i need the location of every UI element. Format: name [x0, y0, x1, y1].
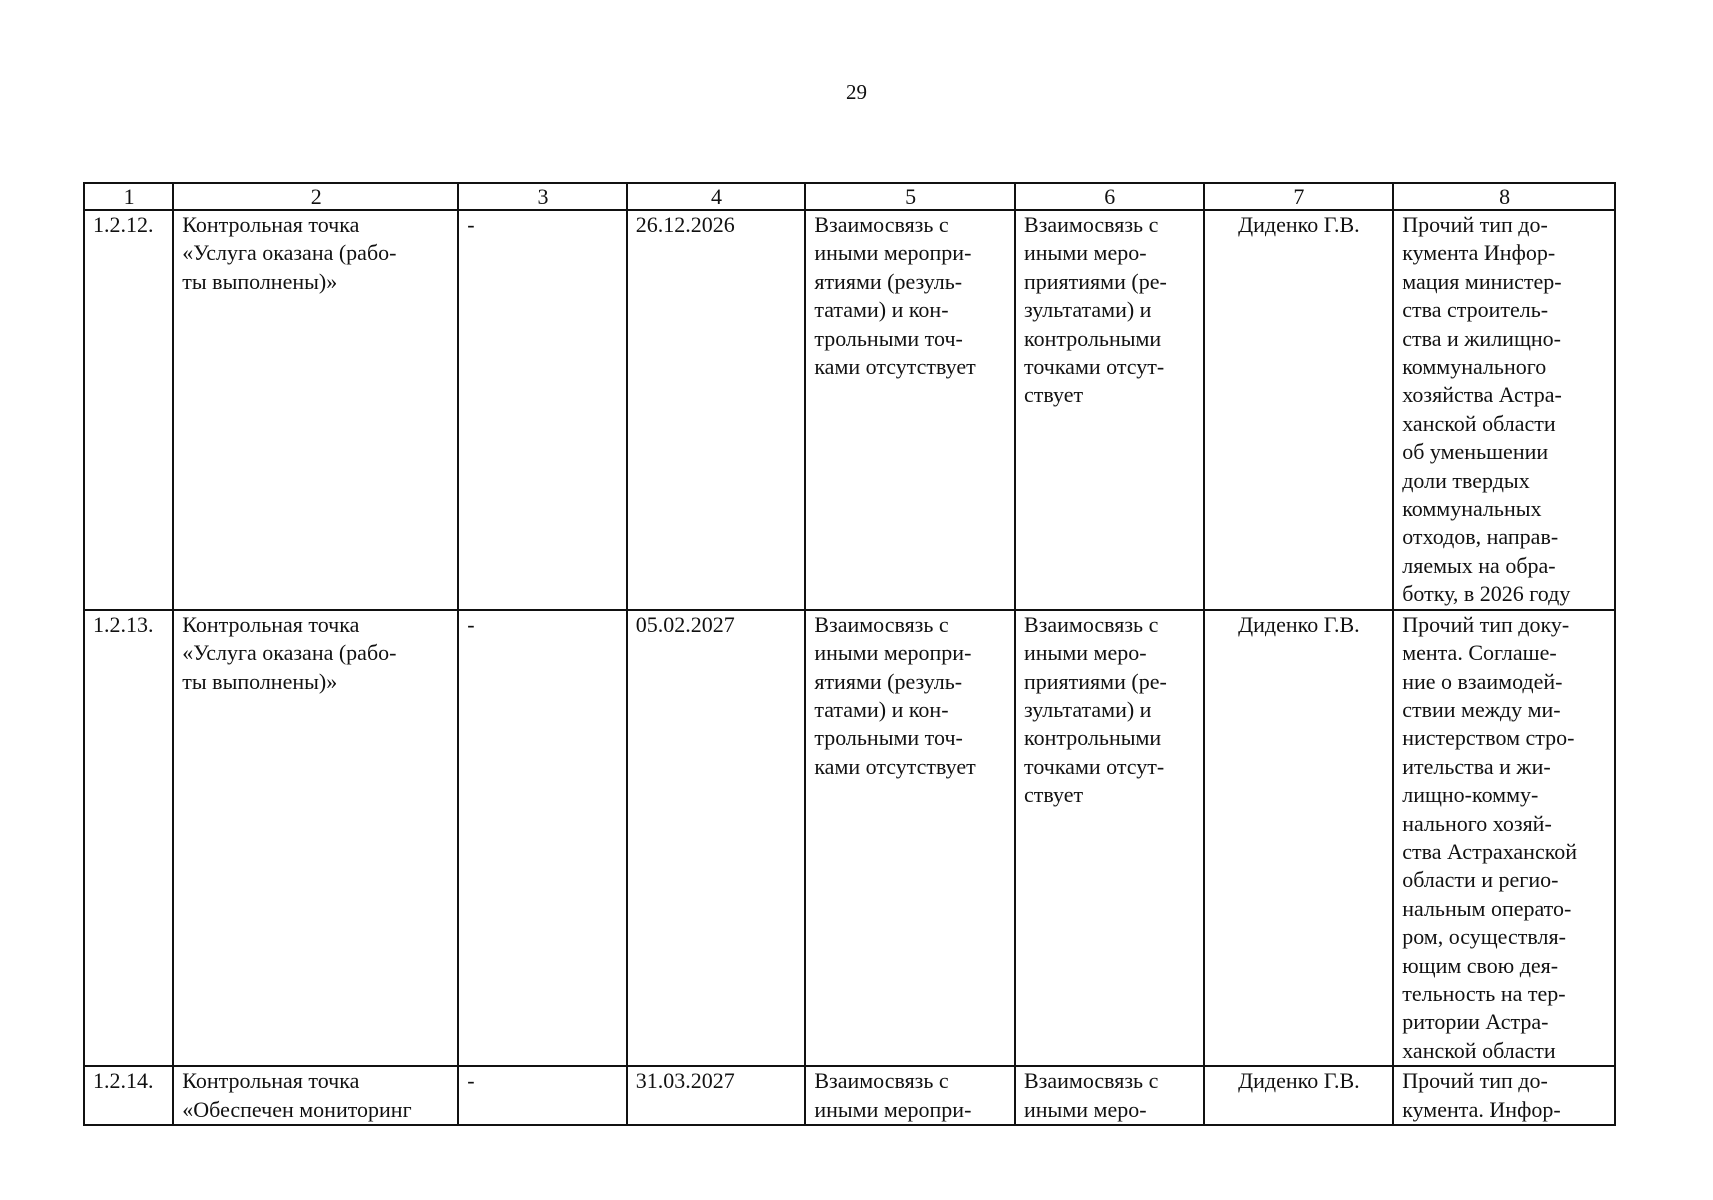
row-date-text: 05.02.2027 — [635, 611, 735, 637]
row-date-text: 31.03.2027 — [635, 1068, 735, 1094]
header-col-2: 2 — [173, 183, 458, 210]
header-col-3: 3 — [458, 183, 627, 210]
row-col3-text: - — [467, 212, 475, 237]
row-col3 — [458, 610, 627, 1067]
plan-table — [83, 182, 1616, 1126]
row-responsible — [1204, 1066, 1394, 1125]
row-number-text: 1.2.14. — [93, 1068, 154, 1094]
table-body — [84, 210, 1615, 1125]
row-document-text: Прочий тип до- кумента. Инфор- — [1402, 1068, 1561, 1122]
row-date — [627, 210, 806, 610]
header-row — [84, 183, 1615, 210]
row-responsible — [1204, 210, 1394, 610]
row-name-text: Контрольная точка «Услуга оказана (рабо- ты выполнены)» — [182, 611, 397, 694]
header-col-4: 4 — [627, 183, 806, 210]
row-number-text: 1.2.13. — [93, 611, 154, 637]
header-col-1: 1 — [84, 183, 173, 210]
row-col5 — [805, 610, 1015, 1067]
row-col5-text: Взаимосвязь с иными меропри- — [814, 1068, 972, 1122]
row-name — [173, 1066, 458, 1125]
header-col-7: 7 — [1204, 183, 1394, 210]
row-col6-text: Взаимосвязь с иными меро- приятиями (ре- зультатами) и контрольными точками отсут- ствует — [1024, 611, 1167, 808]
row-responsible-text: Диденко Г.В. — [1238, 611, 1360, 637]
row-col5-text: Взаимосвязь с иными меропри- ятиями (резуль- татами) и кон- трольными точ- ками отсутствует — [814, 212, 976, 380]
row-col3-text: - — [467, 1068, 475, 1094]
row-col6 — [1015, 210, 1204, 610]
row-col3 — [458, 210, 627, 610]
row-col5 — [805, 1066, 1015, 1125]
row-col3-text: - — [467, 611, 475, 637]
row-document-text: Прочий тип до- кумента Инфор- мация министер- ства строитель- ства и жилищно- коммунального хозяйства Астра- ханской области об уменьшении доли твердых коммунальных отходов, направ- ляемых на обра- ботку, в 2026 году — [1402, 212, 1571, 607]
row-date-text: 26.12.2026 — [635, 212, 735, 237]
row-date — [627, 610, 806, 1067]
header-col-8: 8 — [1393, 183, 1615, 210]
row-number — [84, 210, 173, 610]
header-col-6: 6 — [1015, 183, 1204, 210]
page-number: 29 — [846, 80, 867, 104]
row-responsible-text: Диденко Г.В. — [1238, 1068, 1360, 1094]
row-col6 — [1015, 610, 1204, 1067]
table-row — [84, 610, 1615, 1067]
row-name-text: Контрольная точка «Обеспечен мониторинг — [182, 1068, 412, 1122]
row-number — [84, 610, 173, 1067]
row-col3 — [458, 1066, 627, 1125]
row-name — [173, 610, 458, 1067]
row-name — [173, 210, 458, 610]
row-document — [1393, 210, 1615, 610]
table-row — [84, 210, 1615, 610]
row-col5-text: Взаимосвязь с иными меропри- ятиями (резуль- татами) и кон- трольными точ- ками отсутствует — [814, 611, 976, 779]
row-document — [1393, 610, 1615, 1067]
row-document-text: Прочий тип доку- мента. Соглаше- ние о взаимодей- ствии между ми- нистерством стро- ительства и жи- лищно-комму- нального хозяй- ства Астраханской области и регио- нальным операто- ром, осуществля- ющим свою дея- тельность на тер- ритории Астра- ханской области — [1402, 611, 1578, 1063]
row-col6 — [1015, 1066, 1204, 1125]
row-responsible-text: Диденко Г.В. — [1238, 212, 1360, 237]
row-responsible — [1204, 610, 1394, 1067]
row-document — [1393, 1066, 1615, 1125]
table-row — [84, 1066, 1615, 1125]
header-col-5: 5 — [805, 183, 1015, 210]
row-col6-text: Взаимосвязь с иными меро- приятиями (ре- зультатами) и контрольными точками отсут- ствует — [1024, 212, 1167, 408]
row-date — [627, 1066, 806, 1125]
row-name-text: Контрольная точка «Услуга оказана (рабо- ты выполнены)» — [182, 212, 397, 294]
row-number — [84, 1066, 173, 1125]
row-col6-text: Взаимосвязь с иными меро- — [1024, 1068, 1159, 1122]
row-number-text: 1.2.12. — [93, 212, 154, 237]
table-header — [84, 183, 1615, 210]
row-col5 — [805, 210, 1015, 610]
